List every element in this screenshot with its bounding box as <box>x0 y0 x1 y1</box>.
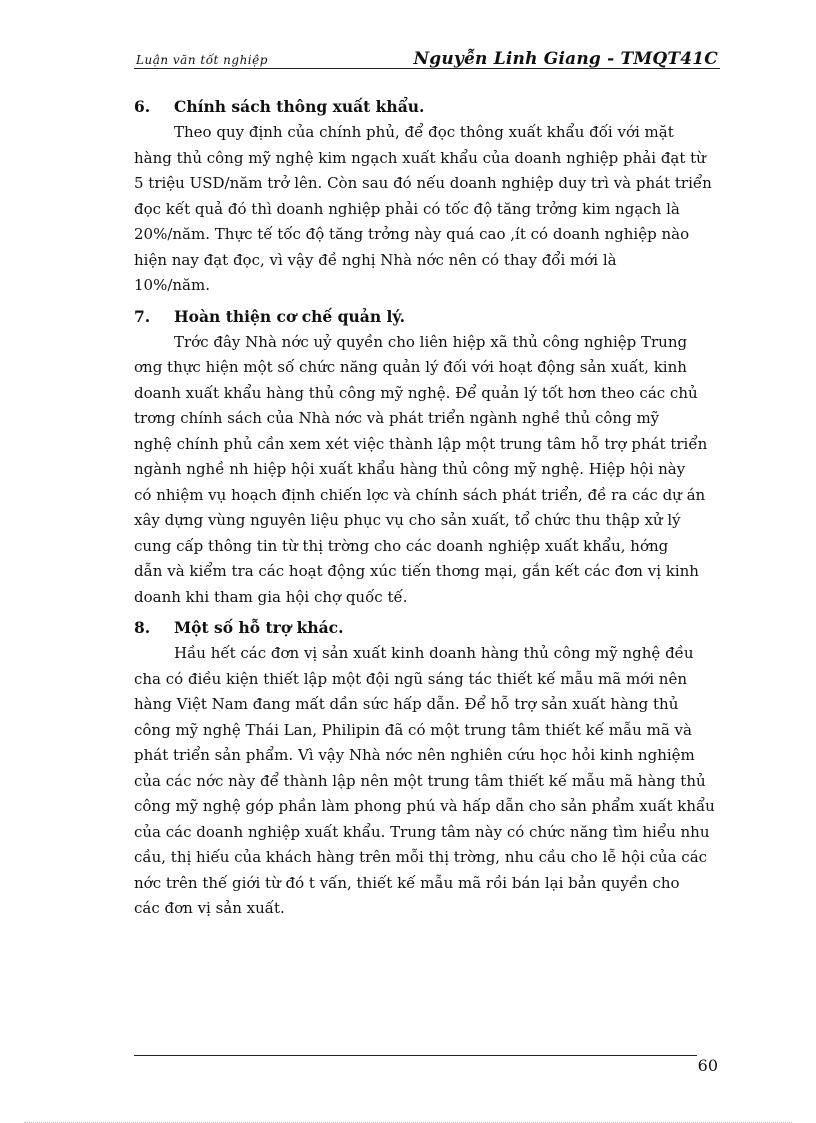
text-line: đọc kết quả đó thì doanh nghiệp phải có tốc độ tăng trởng kim ngạch là <box>134 199 680 218</box>
header-author: Nguyễn Linh Giang - TMQT41C <box>413 49 718 69</box>
text-line: cha có điều kiện thiết lập một đội ngũ sáng tác thiết kế mẫu mã mới nên <box>134 669 687 688</box>
section-paragraph-8 <box>134 641 720 922</box>
text-line: nớc trên thế giới từ đó t vấn, thiết kế mẫu mã rồi bán lại bản quyền cho <box>134 873 680 892</box>
page-header <box>134 48 720 69</box>
section-heading-7 <box>134 303 720 330</box>
section-paragraph-7 <box>134 330 720 611</box>
text-line: 10%/năm. <box>134 276 210 294</box>
section-heading-6 <box>134 93 720 120</box>
footer-divider <box>134 1055 697 1056</box>
section-paragraph-6 <box>134 120 720 299</box>
section-number: 7. <box>134 306 151 326</box>
text-line: công mỹ nghệ Thái Lan, Philipin đã có một trung tâm thiết kế mẫu mã và <box>134 720 692 739</box>
text-line: hàng Việt Nam đang mất dần sức hấp dẫn. Để hỗ trợ sản xuất hàng thủ <box>134 695 679 713</box>
text-line: hiện nay đạt đọc, vì vậy đề nghị Nhà nớc nên có thay đổi mới là <box>134 250 617 269</box>
text-line: ngành nghề nh hiệp hội xuất khẩu hàng thủ công mỹ nghệ. Hiệp hội này <box>134 460 686 478</box>
section-heading-8 <box>134 614 720 641</box>
text-line: nghệ chính phủ cần xem xét việc thành lập một trung tâm hỗ trợ phát triển <box>134 434 708 453</box>
page-number: 60 <box>697 1056 718 1075</box>
text-line: các đơn vị sản xuất. <box>134 899 285 917</box>
section-number: 8. <box>134 618 151 637</box>
text-line: công mỹ nghệ góp phần làm phong phú và hấp dẫn cho sản phẩm xuất khẩu <box>134 797 715 815</box>
section-title: Hoàn thiện cơ chế quản lý. <box>174 306 406 326</box>
text-line: trơng chính sách của Nhà nớc và phát triển ngành nghề thủ công mỹ <box>134 409 660 427</box>
text-line: xây dựng vùng nguyên liệu phục vụ cho sản xuất, tổ chức thu thập xử lý <box>134 511 681 529</box>
text-line: doanh khi tham gia hội chợ quốc tế. <box>134 587 408 606</box>
text-line: cung cấp thông tin từ thị trờng cho các doanh nghiệp xuất khẩu, hớng <box>134 536 669 555</box>
text-line: cầu, thị hiếu của khách hàng trên mỗi thị trờng, nhu cầu cho lễ hội của các <box>134 848 708 866</box>
text-line: hàng thủ công mỹ nghệ kim ngạch xuất khẩu của doanh nghiệp phải đạt từ <box>134 148 706 167</box>
page-body <box>134 93 720 922</box>
text-line: của các doanh nghiệp xuất khẩu. Trung tâm này có chức năng tìm hiểu nhu <box>134 822 710 841</box>
section-number: 6. <box>134 97 151 116</box>
text-line: dẫn và kiểm tra các hoạt động xúc tiến thơng mại, gắn kết các đơn vị kinh <box>134 562 699 580</box>
text-line: Trớc đây Nhà nớc uỷ quyền cho liên hiệp xã thủ công nghiệp Trung <box>174 332 688 351</box>
text-line: ơng thực hiện một số chức năng quản lý đối với hoạt động sản xuất, kinh <box>134 358 687 376</box>
text-line: 20%/năm. Thực tế tốc độ tăng trởng này quá cao ,ít có doanh nghiệp nào <box>134 225 690 243</box>
section-title: Chính sách thông xuất khẩu. <box>174 97 425 116</box>
text-line: Theo quy định của chính phủ, để đọc thông xuất khẩu đối với mặt <box>174 123 674 141</box>
text-line: có nhiệm vụ hoạch định chiến lợc và chính sách phát triển, đề ra các dự án <box>134 485 706 504</box>
text-line: Hầu hết các đơn vị sản xuất kinh doanh hàng thủ công mỹ nghệ đều <box>174 644 694 662</box>
text-line: 5 triệu USD/năm trở lên. Còn sau đó nếu doanh nghiệp duy trì và phát triển <box>134 174 712 192</box>
section-title: Một số hỗ trợ khác. <box>174 618 344 637</box>
text-line: phát triển sản phẩm. Vì vậy Nhà nớc nên nghiên cứu học hỏi kinh nghiệm <box>134 746 695 764</box>
text-line: của các nớc này để thành lập nên một trung tâm thiết kế mẫu mã hàng thủ <box>134 771 706 790</box>
header-thesis-label: Luận văn tốt nghiệp <box>136 53 268 67</box>
text-line: doanh xuất khẩu hàng thủ công mỹ nghệ. Để quản lý tốt hơn theo các chủ <box>134 383 698 402</box>
